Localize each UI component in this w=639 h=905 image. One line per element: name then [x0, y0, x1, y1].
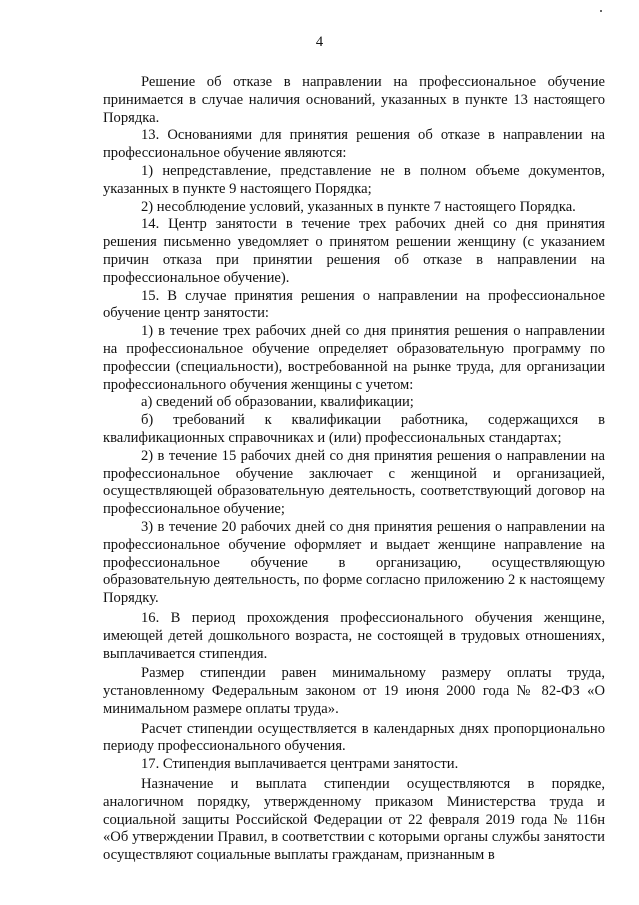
- paragraph-15-item-2: 2) в течение 15 рабочих дней со дня принятия решения о направлении на профессиональное обучение заключает с женщиной и организацией, осуществляющей образовательную деятельность, соответствующий договор на профессиональное обучение;: [103, 447, 605, 518]
- paragraph-refusal-decision: Решение об отказе в направлении на профессиональное обучение принимается в случае наличия оснований, указанных в пункте 13 настоящего Порядка.: [103, 74, 605, 126]
- paragraph-15-item-1: 1) в течение трех рабочих дней со дня принятия решения о направлении на профессиональное обучение определяет образовательную программу по профессии (специальности), востребованной на рынке труда, для организации профессионального обучения женщины с учетом:: [103, 323, 605, 393]
- paragraph-stipend-calculation: Расчет стипендии осуществляется в календарных днях пропорционально периоду профессионального обучения.: [103, 720, 605, 755]
- paragraph-15-item-1b: б) требований к квалификации работника, содержащихся в квалификационных справочниках и (или) профессиональных стандартах;: [103, 412, 605, 446]
- paragraph-17: 17. Стипендия выплачивается центрами занятости.: [141, 756, 459, 773]
- document-body: [103, 74, 605, 865]
- paragraph-15-item-1a: а) сведений об образовании, квалификации;: [141, 394, 414, 411]
- paragraph-14: 14. Центр занятости в течение трех рабочих дней со дня принятия решения письменно уведомляет о принятом решении женщину (с указанием причин отказа при принятии решения об отказе в направлении на профессиональное обучение).: [103, 216, 605, 286]
- scan-mark: [600, 10, 602, 12]
- paragraph-stipend-assignment: Назначение и выплата стипендии осуществляются в порядке, аналогичном порядку, утвержденному приказом Министерства труда и социальной защиты Российской Федерации от 22 февраля 2019 года № 116н «Об утверждении Правил, в соответствии с которыми органы службы занятости осуществляют социальные выплаты гражданам, признанным в: [103, 776, 605, 864]
- page-number: 4: [315, 34, 324, 50]
- paragraph-16: 16. В период прохождения профессионального обучения женщине, имеющей детей дошкольного возраста, не состоящей в трудовых отношениях, выплачивается стипендия.: [103, 609, 605, 662]
- paragraph-13: 13. Основаниями для принятия решения об отказе в направлении на профессиональное обучение являются:: [103, 127, 605, 162]
- paragraph-13-item-1: 1) непредставление, представление не в полном объеме документов, указанных в пункте 9 настоящего Порядка;: [103, 162, 605, 197]
- paragraph-13-item-2: 2) несоблюдение условий, указанных в пункте 7 настоящего Порядка.: [141, 198, 576, 215]
- paragraph-15-item-3: 3) в течение 20 рабочих дней со дня принятия решения о направлении на профессиональное обучение оформляет и выдает женщине направление на профессиональное обучение в организацию, осуществляющую образовательную деятельность, по форме согласно приложению 2 к настоящему Порядку.: [103, 518, 605, 607]
- paragraph-stipend-size: Размер стипендии равен минимальному размеру оплаты труда, установленному Федеральным законом от 19 июня 2000 года № 82-ФЗ «О минимальном размере оплаты труда».: [103, 665, 605, 717]
- paragraph-15: 15. В случае принятия решения о направлении на профессиональное обучение центр занятости:: [103, 287, 605, 322]
